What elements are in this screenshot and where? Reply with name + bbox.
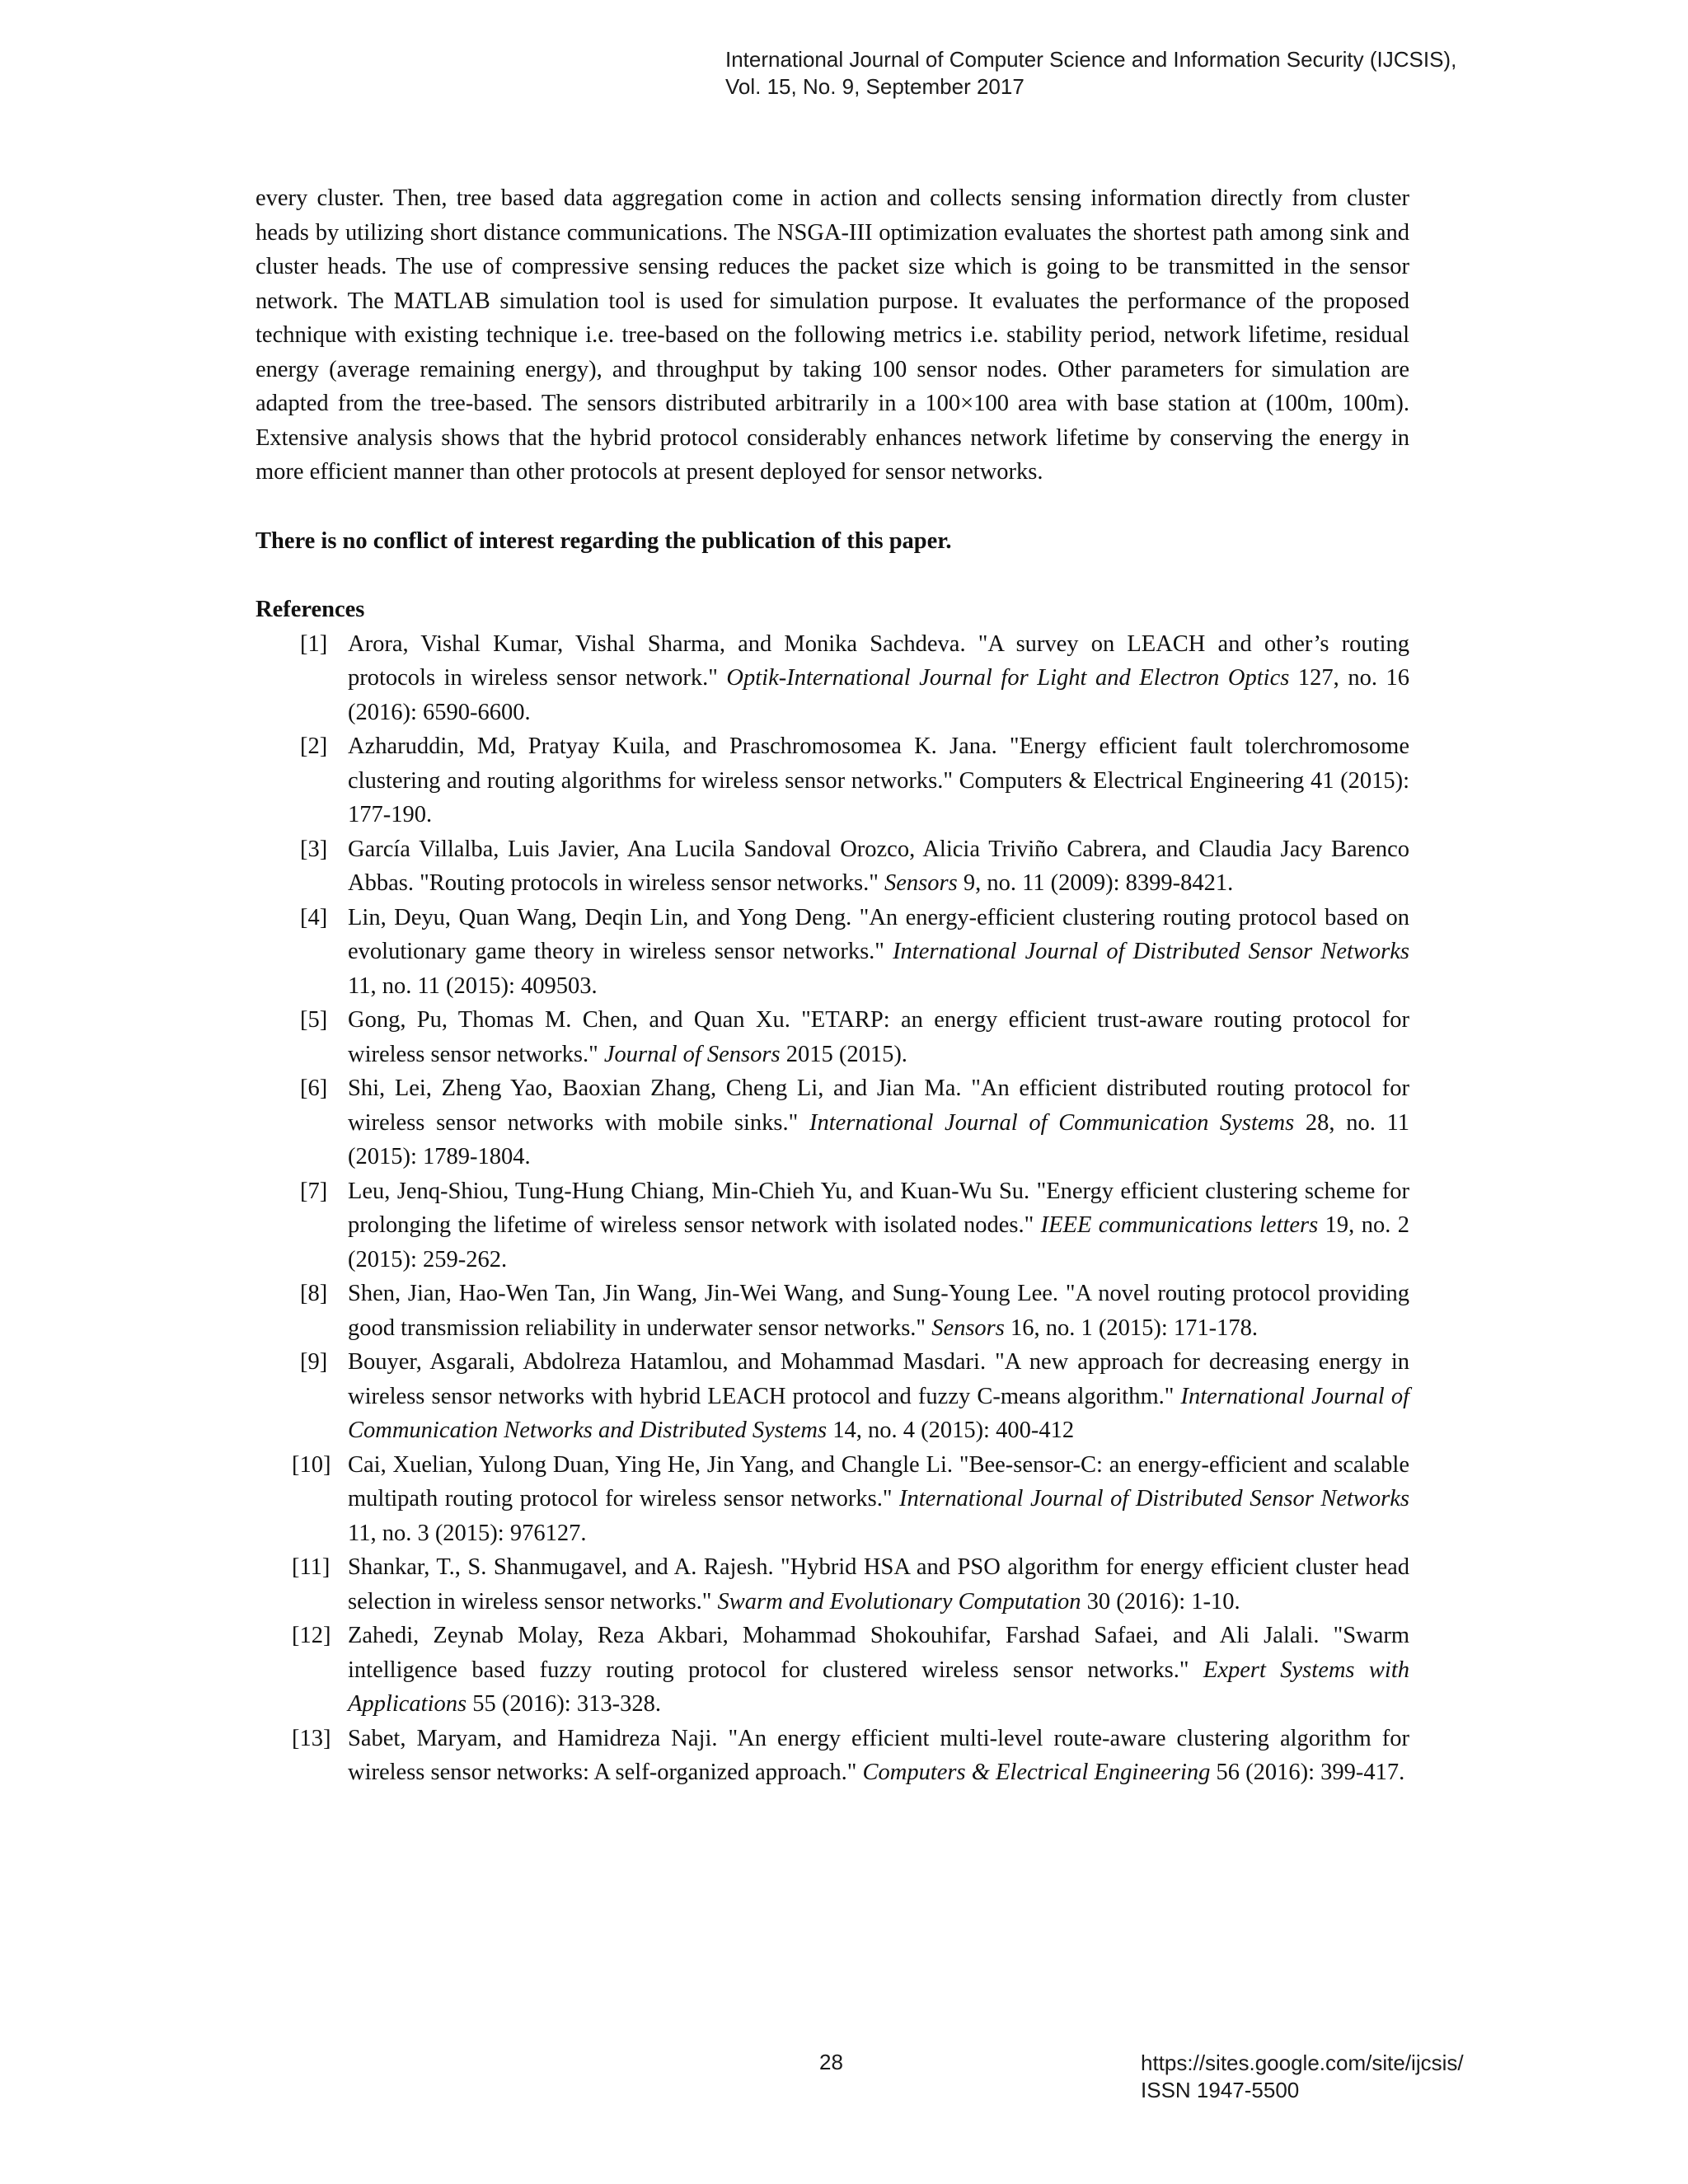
reference-list <box>256 627 1409 1790</box>
reference-details: 16, no. 1 (2015): 171-178. <box>1004 1315 1259 1341</box>
running-header <box>725 46 1648 101</box>
reference-number: [1] <box>300 630 328 657</box>
body-paragraph: every cluster. Then, tree based data aggregation come in action and collects sensing information directly from cluster heads by utilizing short distance communications. The NSGA-III optimization evaluates the shortest path among sink and cluster heads. The use of compressive sensing reduces the packet size which is going to be transmitted in the sensor network. The MATLAB simulation tool is used for simulation purpose. It evaluates the performance of the proposed technique with existing technique i.e. tree-based on the following metrics i.e. stability period, network lifetime, residual energy (average remaining energy), and throughput by taking 100 sensor nodes. Other parameters for simulation are adapted from the tree-based. The sensors distributed arbitrarily in a 100×100 area with base station at (100m, 100m). Extensive analysis shows that the hybrid protocol considerably enhances network lifetime by conserving the energy in more efficient manner than other protocols at present deployed for sensor networks. <box>256 185 1409 485</box>
reference-item <box>256 1448 1409 1551</box>
reference-venue: IEEE communications letters <box>1040 1212 1319 1238</box>
reference-item <box>256 729 1409 832</box>
reference-text: Shankar, T., S. Shanmugavel, and A. Rajesh. "Hybrid HSA and PSO algorithm for energy efficient cluster head selection in wireless sensor networks." <box>348 1554 1409 1615</box>
reference-text: Leu, Jenq-Shiou, Tung-Hung Chiang, Min-Chieh Yu, and Kuan-Wu Su. "Energy efficient clustering scheme for prolonging the lifetime of wireless sensor network with isolated nodes." <box>348 1178 1409 1238</box>
reference-item <box>256 1619 1409 1722</box>
reference-item <box>256 901 1409 1004</box>
reference-text: Bouyer, Asgarali, Abdolreza Hatamlou, and Mohammad Masdari. "A new approach for decreasing energy in wireless sensor networks with hybrid LEACH protocol and fuzzy C-means algorithm." <box>348 1349 1409 1409</box>
footer-info <box>1141 2050 1464 2104</box>
conflict-of-interest-statement: There is no conflict of interest regarding the publication of this paper. <box>256 527 952 554</box>
reference-details: 19, no. 2 (2015): 259-262. <box>348 1212 1410 1272</box>
reference-number: [4] <box>300 904 328 930</box>
reference-details: 55 (2016): 313-328. <box>467 1691 661 1717</box>
reference-item <box>256 1722 1409 1790</box>
reference-text: Lin, Deyu, Quan Wang, Deqin Lin, and Yong Deng. "An energy-efficient clustering routing protocol based on evolutionary game theory in wireless sensor networks." <box>348 904 1409 964</box>
reference-text: Sabet, Maryam, and Hamidreza Naji. "An energy efficient multi-level route-aware clustering algorithm for wireless sensor networks: A self-organized approach." <box>348 1725 1409 1785</box>
reference-item <box>256 1174 1409 1277</box>
reference-text: Zahedi, Zeynab Molay, Reza Akbari, Mohammad Shokouhifar, Farshad Safaei, and Ali Jalali. "Swarm intelligence based fuzzy routing protocol for clustered wireless sensor networks." <box>348 1623 1409 1683</box>
journal-title-line: International Journal of Computer Science and Information Security (IJCSIS), <box>725 47 1457 72</box>
reference-venue: International Journal of Communication Systems <box>809 1109 1295 1136</box>
reference-number: [2] <box>300 733 328 759</box>
reference-item <box>256 1003 1409 1071</box>
reference-details: 127, no. 16 (2016): 6590-6600. <box>348 665 1410 725</box>
reference-venue: Journal of Sensors <box>603 1041 781 1067</box>
page-number: 28 <box>819 2050 843 2074</box>
reference-text: Cai, Xuelian, Yulong Duan, Ying He, Jin Yang, and Changle Li. "Bee-sensor-C: an energy-efficient and scalable multipath routing protocol for wireless sensor networks." <box>348 1451 1409 1511</box>
reference-details: 28, no. 11 (2015): 1789-1804. <box>348 1109 1409 1169</box>
reference-number: [7] <box>300 1178 328 1204</box>
reference-details: 11, no. 3 (2015): 976127. <box>348 1520 587 1546</box>
issn-number: ISSN 1947-5500 <box>1141 2078 1300 2102</box>
reference-details: 11, no. 11 (2015): 409503. <box>348 972 598 999</box>
reference-venue: Swarm and Evolutionary Computation <box>717 1588 1081 1615</box>
reference-details: 56 (2016): 399-417. <box>1210 1760 1405 1785</box>
reference-venue: International Journal of Distributed Sensor Networks <box>893 939 1409 964</box>
reference-number: [5] <box>300 1007 328 1033</box>
reference-number: [9] <box>300 1349 328 1375</box>
reference-venue: Optik-International Journal for Light and Electron Optics <box>726 665 1290 691</box>
reference-venue: Sensors <box>884 870 958 896</box>
reference-venue: Expert Systems with Applications <box>348 1657 1410 1717</box>
reference-details: 14, no. 4 (2015): 400-412 <box>827 1418 1075 1443</box>
reference-item <box>256 832 1409 901</box>
reference-venue: Computers & Electrical Engineering <box>862 1760 1211 1785</box>
journal-site-url: https://sites.google.com/site/ijcsis/ <box>1141 2050 1464 2075</box>
reference-item <box>256 1277 1409 1345</box>
reference-number: [13] <box>292 1725 331 1751</box>
reference-venue: International Journal of Distributed Sensor Networks <box>899 1486 1410 1511</box>
journal-issue-line: Vol. 15, No. 9, September 2017 <box>725 74 1025 99</box>
reference-item <box>256 1345 1409 1448</box>
reference-details: 30 (2016): 1-10. <box>1081 1588 1240 1615</box>
reference-item <box>256 627 1409 730</box>
references-heading: References <box>256 597 365 622</box>
reference-item <box>256 1071 1409 1174</box>
reference-number: [12] <box>292 1623 331 1648</box>
reference-details: 2015 (2015). <box>780 1041 907 1067</box>
reference-item <box>256 1550 1409 1619</box>
reference-venue: Sensors <box>931 1315 1005 1341</box>
reference-number: [3] <box>300 836 328 862</box>
page-content <box>256 181 1409 1790</box>
reference-number: [10] <box>292 1451 331 1478</box>
reference-number: [6] <box>300 1076 328 1101</box>
reference-number: [11] <box>292 1554 331 1580</box>
reference-venue: International Journal of Communication Networks and Distributed Systems <box>348 1383 1410 1443</box>
reference-details: 9, no. 11 (2009): 8399-8421. <box>957 870 1234 896</box>
reference-text: Gong, Pu, Thomas M. Chen, and Quan Xu. "ETARP: an energy efficient trust-aware routing protocol for wireless sensor networks." <box>348 1007 1409 1067</box>
reference-text: Shen, Jian, Hao-Wen Tan, Jin Wang, Jin-Wei Wang, and Sung-Young Lee. "A novel routing protocol providing good transmission reliability in underwater sensor networks." <box>348 1281 1409 1341</box>
reference-text: Arora, Vishal Kumar, Vishal Sharma, and Monika Sachdeva. "A survey on LEACH and other’s routing protocols in wireless sensor network." <box>348 630 1409 691</box>
reference-text: García Villalba, Luis Javier, Ana Lucila Sandoval Orozco, Alicia Triviño Cabrera, and Claudia Jacy Barenco Abbas. "Routing protocols in wireless sensor networks." <box>348 836 1409 896</box>
reference-number: [8] <box>300 1281 328 1306</box>
reference-text: Azharuddin, Md, Pratyay Kuila, and Praschromosomea K. Jana. "Energy efficient fault tolerchromosome clustering and routing algorithms for wireless sensor networks." Computers & Electrical Engineering 41 (2015): 177-190. <box>348 733 1409 827</box>
reference-text: Shi, Lei, Zheng Yao, Baoxian Zhang, Cheng Li, and Jian Ma. "An efficient distributed routing protocol for wireless sensor networks with mobile sinks." <box>348 1076 1409 1136</box>
